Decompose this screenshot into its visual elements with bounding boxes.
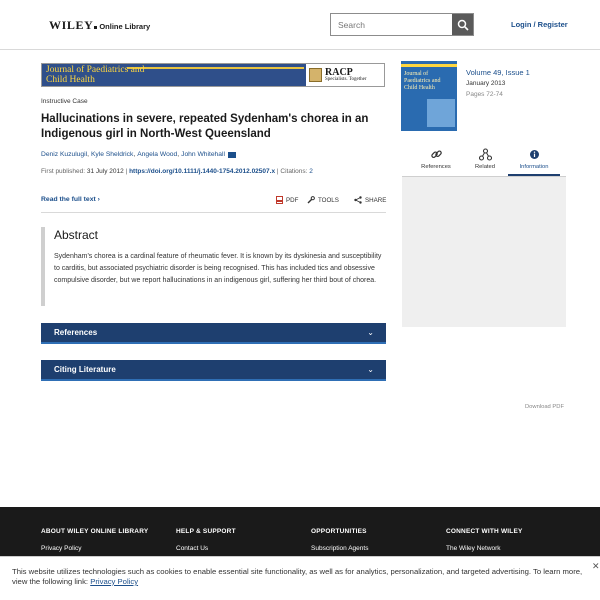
logo-dot bbox=[94, 26, 97, 29]
download-pdf-link[interactable]: Download PDF bbox=[525, 404, 564, 410]
search-input[interactable] bbox=[331, 14, 452, 35]
first-published-date: 31 July 2012 bbox=[86, 168, 124, 175]
share-label: SHARE bbox=[365, 196, 387, 204]
link-icon bbox=[430, 148, 443, 161]
tab-references[interactable] bbox=[410, 145, 462, 176]
abstract-text: Sydenham's chorea is a cardinal feature of rheumatic fever. It is known by its dyskinesia and susceptibility to carditis, but associated psychiatric disorder is being recognised. This has included tics and obsessive compulsive disorder, but we report hallucinations in an indigenous girl, suffering her third bout of chorea. bbox=[54, 253, 382, 284]
cover-band bbox=[401, 64, 457, 67]
citations-label: Citations: bbox=[280, 168, 308, 175]
sidebar-tabs bbox=[402, 145, 566, 177]
tools-label: TOOLS bbox=[318, 196, 339, 204]
search-box bbox=[330, 13, 474, 36]
sidebar-panel bbox=[402, 177, 566, 327]
cover-title-line2: Paediatrics and bbox=[404, 78, 441, 84]
author-link[interactable]: John Whitehall bbox=[181, 151, 225, 158]
author-separator: , bbox=[87, 151, 89, 158]
author-separator: , bbox=[177, 151, 180, 158]
journal-cover-image[interactable] bbox=[401, 61, 457, 131]
pdf-icon bbox=[276, 196, 283, 204]
site-header bbox=[0, 0, 600, 50]
publication-info bbox=[41, 168, 313, 175]
logo-wordmark: WILEY bbox=[49, 18, 94, 32]
chevron-right-icon: › bbox=[97, 196, 100, 203]
citing-literature-accordion[interactable] bbox=[41, 360, 386, 381]
share-button[interactable] bbox=[354, 196, 386, 204]
footer-link[interactable]: The Wiley Network bbox=[446, 545, 501, 552]
footer-heading: CONNECT WITH WILEY bbox=[446, 528, 523, 535]
info-divider: | bbox=[276, 168, 281, 175]
banner-stripe bbox=[127, 67, 304, 69]
cookie-banner bbox=[0, 556, 600, 600]
info-icon bbox=[528, 148, 541, 161]
tab-related[interactable] bbox=[459, 145, 511, 176]
author-list bbox=[41, 151, 236, 158]
pdf-label: PDF bbox=[286, 196, 299, 204]
footer-link[interactable]: Privacy Policy bbox=[41, 545, 82, 552]
references-accordion-label: References bbox=[54, 328, 98, 337]
search-icon bbox=[457, 19, 469, 31]
cover-title-line3: Child Health bbox=[404, 85, 435, 91]
tab-information-label: Information bbox=[519, 164, 549, 170]
footer-link[interactable]: Contact Us bbox=[176, 545, 209, 552]
footer-column-opportunities bbox=[311, 528, 368, 552]
footer-link[interactable]: Subscription Agents bbox=[311, 545, 369, 552]
cover-title bbox=[404, 71, 441, 92]
search-button[interactable] bbox=[452, 14, 473, 35]
first-published-label: First published: bbox=[41, 168, 86, 175]
racp-logo bbox=[306, 64, 384, 86]
wiley-logo[interactable] bbox=[49, 18, 150, 33]
tab-information[interactable] bbox=[508, 145, 560, 176]
footer-column-help bbox=[176, 528, 236, 552]
racp-tagline: Specialists. Together bbox=[325, 77, 367, 82]
journal-banner-title bbox=[46, 65, 144, 85]
info-divider: | bbox=[125, 168, 130, 175]
racp-crest-icon bbox=[309, 68, 322, 82]
footer-heading: OPPORTUNITIES bbox=[311, 528, 367, 535]
author-link[interactable]: Angela Wood bbox=[137, 151, 178, 158]
pdf-button[interactable] bbox=[276, 196, 298, 204]
tools-button[interactable] bbox=[307, 196, 339, 204]
author-link[interactable]: Kyle Sheldrick bbox=[90, 151, 134, 158]
network-icon bbox=[479, 148, 492, 161]
logo-subtitle: Online Library bbox=[99, 22, 151, 31]
footer-heading: ABOUT WILEY ONLINE LIBRARY bbox=[41, 528, 149, 535]
issue-date: January 2013 bbox=[466, 80, 506, 87]
chevron-down-icon: ⌄ bbox=[367, 328, 374, 337]
citing-literature-accordion-label: Citing Literature bbox=[54, 365, 116, 374]
tab-references-label: References bbox=[421, 164, 451, 170]
footer-column-about bbox=[41, 528, 148, 552]
footer-heading: HELP & SUPPORT bbox=[176, 528, 236, 535]
read-full-text-label: Read the full text bbox=[41, 196, 96, 203]
journal-banner-title-area bbox=[42, 64, 306, 86]
article-title: Hallucinations in severe, repeated Sydenham's chorea in an Indigenous girl in North-West Queensland bbox=[41, 113, 369, 140]
wrench-icon bbox=[307, 196, 315, 204]
article-type: Instructive Case bbox=[41, 98, 88, 105]
citations-count[interactable]: 2 bbox=[309, 168, 313, 175]
doi-link[interactable]: https://doi.org/10.1111/j.1440-1754.2012.02507.x bbox=[129, 168, 276, 175]
login-register-link[interactable]: Login / Register bbox=[511, 20, 568, 29]
racp-name: RACP bbox=[325, 67, 353, 78]
footer-column-connect bbox=[446, 528, 523, 552]
article-tools-bar bbox=[41, 196, 386, 213]
share-icon bbox=[354, 196, 362, 204]
journal-name-line2: Child Health bbox=[46, 75, 95, 85]
journal-banner[interactable] bbox=[41, 63, 385, 87]
cover-title-line1: Journal of bbox=[404, 71, 429, 77]
journal-name-line1: Journal of Paediatrics and bbox=[46, 65, 145, 75]
author-link[interactable]: Deniz Kuzulugil bbox=[41, 151, 88, 158]
issue-pages: Pages 72-74 bbox=[466, 91, 503, 98]
abstract-section bbox=[41, 227, 386, 306]
references-accordion[interactable] bbox=[41, 323, 386, 344]
issue-volume-link[interactable]: Volume 49, Issue 1 bbox=[466, 68, 530, 77]
email-icon[interactable] bbox=[228, 152, 236, 158]
cover-photo bbox=[427, 99, 455, 127]
author-separator: , bbox=[133, 151, 136, 158]
abstract-heading: Abstract bbox=[54, 228, 99, 242]
cookie-privacy-link[interactable]: Privacy Policy bbox=[90, 577, 139, 586]
cookie-text: This website utilizes technologies such as cookies to enable essential site functionality, as well as for analytics, personalization, and targeted advertising. To learn more, view the following link: bbox=[12, 567, 583, 586]
close-icon[interactable]: ✕ bbox=[592, 561, 600, 571]
chevron-down-icon: ⌄ bbox=[367, 365, 374, 374]
tab-related-label: Related bbox=[475, 164, 495, 170]
read-full-text-link[interactable] bbox=[41, 196, 100, 203]
cookie-message bbox=[12, 567, 587, 587]
